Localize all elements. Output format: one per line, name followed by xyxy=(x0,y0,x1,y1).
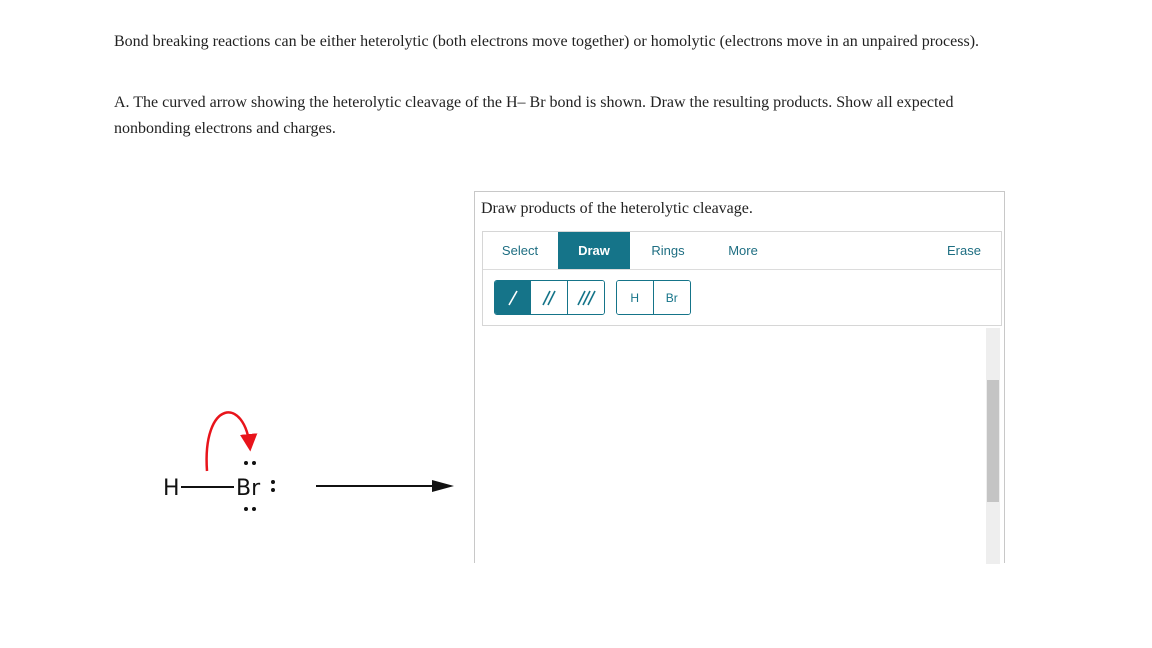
double-bond-button[interactable] xyxy=(531,281,567,314)
tab-rings[interactable]: Rings xyxy=(651,243,685,258)
tab-draw[interactable]: Draw xyxy=(558,232,630,269)
triple-bond-icon xyxy=(576,288,596,308)
lone-pair-top xyxy=(244,461,256,465)
scrollbar-thumb[interactable] xyxy=(987,380,999,502)
atom-tool-group xyxy=(616,280,691,315)
hydrogen-atom-label: H xyxy=(163,476,180,501)
lone-pair-bottom xyxy=(244,507,256,511)
triple-bond-button[interactable] xyxy=(568,281,604,314)
bromine-atom-button[interactable]: Br xyxy=(654,281,691,314)
bond-tool-group xyxy=(494,280,605,315)
curved-electron-arrow xyxy=(207,412,250,471)
tab-erase[interactable]: Erase xyxy=(947,243,981,258)
drawing-toolbar xyxy=(482,231,1002,326)
lone-pair-right xyxy=(271,480,275,492)
double-bond-icon xyxy=(539,288,559,308)
reaction-scheme xyxy=(150,400,470,530)
single-bond-button[interactable] xyxy=(495,281,531,314)
drawing-widget xyxy=(474,191,1005,563)
canvas-scrollbar[interactable] xyxy=(986,328,1000,564)
reaction-arrow-head xyxy=(432,480,454,492)
tab-more[interactable]: More xyxy=(728,243,758,258)
toolbar-tabs xyxy=(483,232,1001,270)
single-bond-icon xyxy=(503,288,523,308)
tab-select[interactable]: Select xyxy=(501,243,539,258)
hydrogen-atom-button[interactable]: H xyxy=(617,281,654,314)
intro-paragraph-1: Bond breaking reactions can be either heterolytic (both electrons move together) or homolytic (electrons move in an unpaired process). xyxy=(114,33,980,50)
drawing-canvas[interactable] xyxy=(475,328,1004,564)
bromine-atom-label: Br xyxy=(236,476,261,501)
question-a-paragraph: A. The curved arrow showing the heterolytic cleavage of the H– Br bond is shown. Draw the resulting products. Show all expected nonbonding electrons and charges. xyxy=(114,94,954,137)
widget-prompt: Draw products of the heterolytic cleavage. xyxy=(481,200,753,217)
